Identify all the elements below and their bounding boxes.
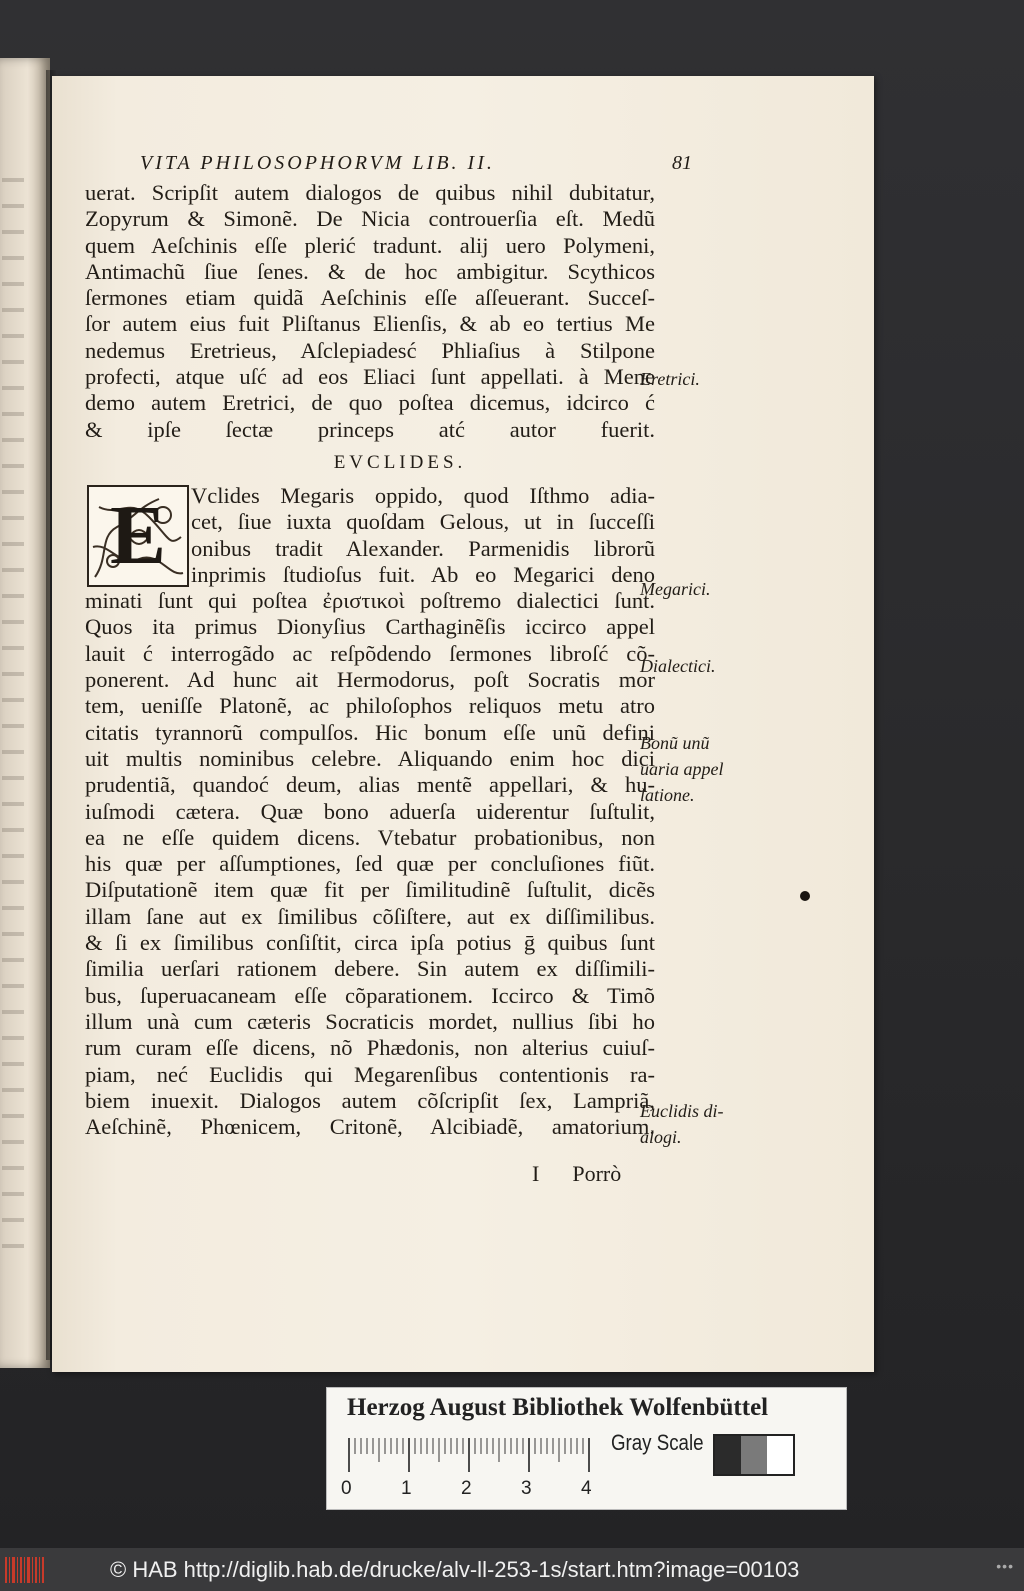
text-line: lauit ć interrogãdo ac reſpõdendo ſermones libroſć cõ- (85, 640, 655, 666)
margin-note-bonum-2: uaria appel (640, 759, 724, 779)
margin-note-dialectici: Dialectici. (640, 656, 716, 676)
section-title: EVCLIDES. (333, 451, 467, 473)
decorated-initial-e (87, 485, 189, 587)
margin-note-bonum-1: Bonũ unũ (640, 733, 710, 753)
text-block (85, 180, 655, 1140)
text-line: quem Aeſchinis eſſe plerić tradunt. alij uero Polymeni, (85, 232, 655, 258)
text-line: uit multis nominibus celebre. Aliquando enim hoc dici (85, 745, 655, 771)
ink-dot (800, 891, 810, 901)
text-line: nedemus Eretrieus, Aſclepiadesć Phliaſius à Stilpone (85, 337, 655, 363)
barcode-icon (4, 1555, 46, 1585)
url-footer-bar (0, 1548, 1024, 1591)
ruler-number: 4 (581, 1478, 592, 1499)
text-line: inprimis ſtudioſus fuit. Ab eo Megarici deno (191, 561, 655, 587)
text-line: cet, ſiue iuxta quoſdam Gelous, ut in ſucceſſi (191, 509, 655, 535)
text-line: demo autem Eretrici, de quo poſtea dicemus, idcirco ć (85, 390, 655, 416)
text-line: citatis tyrannorũ compulſos. Hic bonum eſſe unũ defini (85, 719, 655, 745)
facing-page-edge (0, 58, 50, 1368)
gray-swatches (713, 1434, 795, 1476)
catchword: Porrò (572, 1161, 622, 1186)
margin-note-eretrici: Eretrici. (640, 369, 700, 389)
text-line: Antimachũ ſiue ſenes. & de hoc ambigitur. Scythicos (85, 258, 655, 284)
gray-scale-label: Gray Scale (611, 1430, 704, 1455)
text-line: iuſmodi cætera. Quæ bono aduerſa uiderentur ſuſtulit, (85, 798, 655, 824)
text-line: prudentiã, quandoć deum, alias mentẽ appellari, & hu- (85, 772, 655, 798)
gray-scale-target-card (326, 1387, 847, 1510)
text-line: ſimilia uerſari rationem debere. Sin autem ex diſſimili- (85, 956, 655, 982)
margin-note-megarici: Megarici. (640, 579, 711, 599)
text-line: onibus tradit Alexander. Parmenidis librorũ (191, 535, 655, 561)
text-line: Diſputationẽ item quæ fit per ſimilitudinẽ ſuſtulit, dicẽs (85, 877, 655, 903)
initial-letter: E (109, 488, 167, 582)
more-icon[interactable]: ••• (996, 1558, 1014, 1574)
margin-note-bonum-3: latione. (640, 785, 695, 805)
text-line: illam ſane aut ex ſimilibus cõſiſtere, aut ex diſſimilibus. (85, 903, 655, 929)
text-line: Zopyrum & Simonẽ. De Nicia controuerſia eſt. Medũ (85, 206, 655, 232)
text-line: uerat. Scripſit autem dialogos de quibus nihil dubitatur, (85, 180, 655, 205)
text-line: his quæ per aſſumptiones, ſed quæ per concluſiones fiũt. (85, 851, 655, 877)
page-folio: 81 (672, 152, 692, 174)
text-line: profecti, atque uſć ad eos Eliaci ſunt appellati. à Mene (85, 364, 655, 390)
ruler-number: 0 (341, 1478, 352, 1499)
text-line: tem, ueniſſe Platonẽ, ac philoſophos reliquos metu atro (85, 693, 655, 719)
gray-swatch (715, 1436, 741, 1474)
gray-swatch (767, 1436, 793, 1474)
running-head (140, 152, 692, 175)
text-line: Quos ita primus Dionyſius Carthaginẽſis iccirco appel (85, 614, 655, 640)
ruler-number: 1 (401, 1478, 412, 1499)
margin-note-euclidis-2: alogi. (640, 1127, 682, 1147)
text-line: & ſi ex ſimilibus conſiſtit, circa ipſa potius ḡ quibus ſunt (85, 930, 655, 956)
ruler-number: 2 (461, 1478, 472, 1499)
text-line: & ipſe ſectæ princeps atć autor fuerit. (85, 416, 655, 442)
text-line: bus, ſuperuacaneam eſſe cõparationem. Iccirco & Timõ (85, 982, 655, 1008)
text-line: ea ne eſſe quidem dicens. Vtebatur probationibus, non (85, 824, 655, 850)
ruler-scale (347, 1436, 597, 1476)
running-head-title: VITA PHILOSOPHORVM LIB. II. (140, 152, 495, 174)
initial-paragraph (85, 483, 655, 588)
text-line: rum curam eſſe dicens, nõ Phædonis, non alterius cuiuſ- (85, 1035, 655, 1061)
margin-note-euclidis-1: Euclidis di- (640, 1101, 724, 1121)
gray-swatch (741, 1436, 767, 1474)
catchword-line (532, 1161, 621, 1187)
text-line: minati ſunt qui poſtea ἐριστικοὶ poſtremo dialectici ſunt. (85, 588, 655, 614)
text-line: biem inuexit. Dialogos autem cõſcripſit ſex, Lampriã, (85, 1087, 655, 1113)
text-line: ponerent. Ad hunc ait Hermodorus, poſt Socratis mor (85, 667, 655, 693)
text-line: Vclides Megaris oppido, quod Iſthmo adia- (191, 482, 655, 508)
book-page (52, 76, 874, 1372)
source-url-text[interactable]: © HAB http://diglib.hab.de/drucke/alv-ll-253-1s/start.htm?image=00103 (110, 1557, 800, 1582)
text-line: illum unà cum cæteris Socraticis mordet, nullius ſibi ho (85, 1008, 655, 1034)
signature-mark: I (532, 1161, 540, 1186)
library-name: Herzog August Bibliothek Wolfenbüttel (347, 1394, 769, 1421)
text-line: piam, neć Euclidis qui Megarenſibus contentionis ra- (85, 1061, 655, 1087)
ruler-number: 3 (521, 1478, 532, 1499)
text-line: ſor autem eius fuit Pliſtanus Elienſis, & ab eo tertius Me (85, 311, 655, 337)
text-line: Aeſchinẽ, Phœnicem, Critonẽ, Alcibiadẽ, amatorium. (85, 1114, 655, 1140)
text-line: ſermones etiam quidã Aeſchinis eſſe aſſeuerant. Succeſ- (85, 285, 655, 311)
